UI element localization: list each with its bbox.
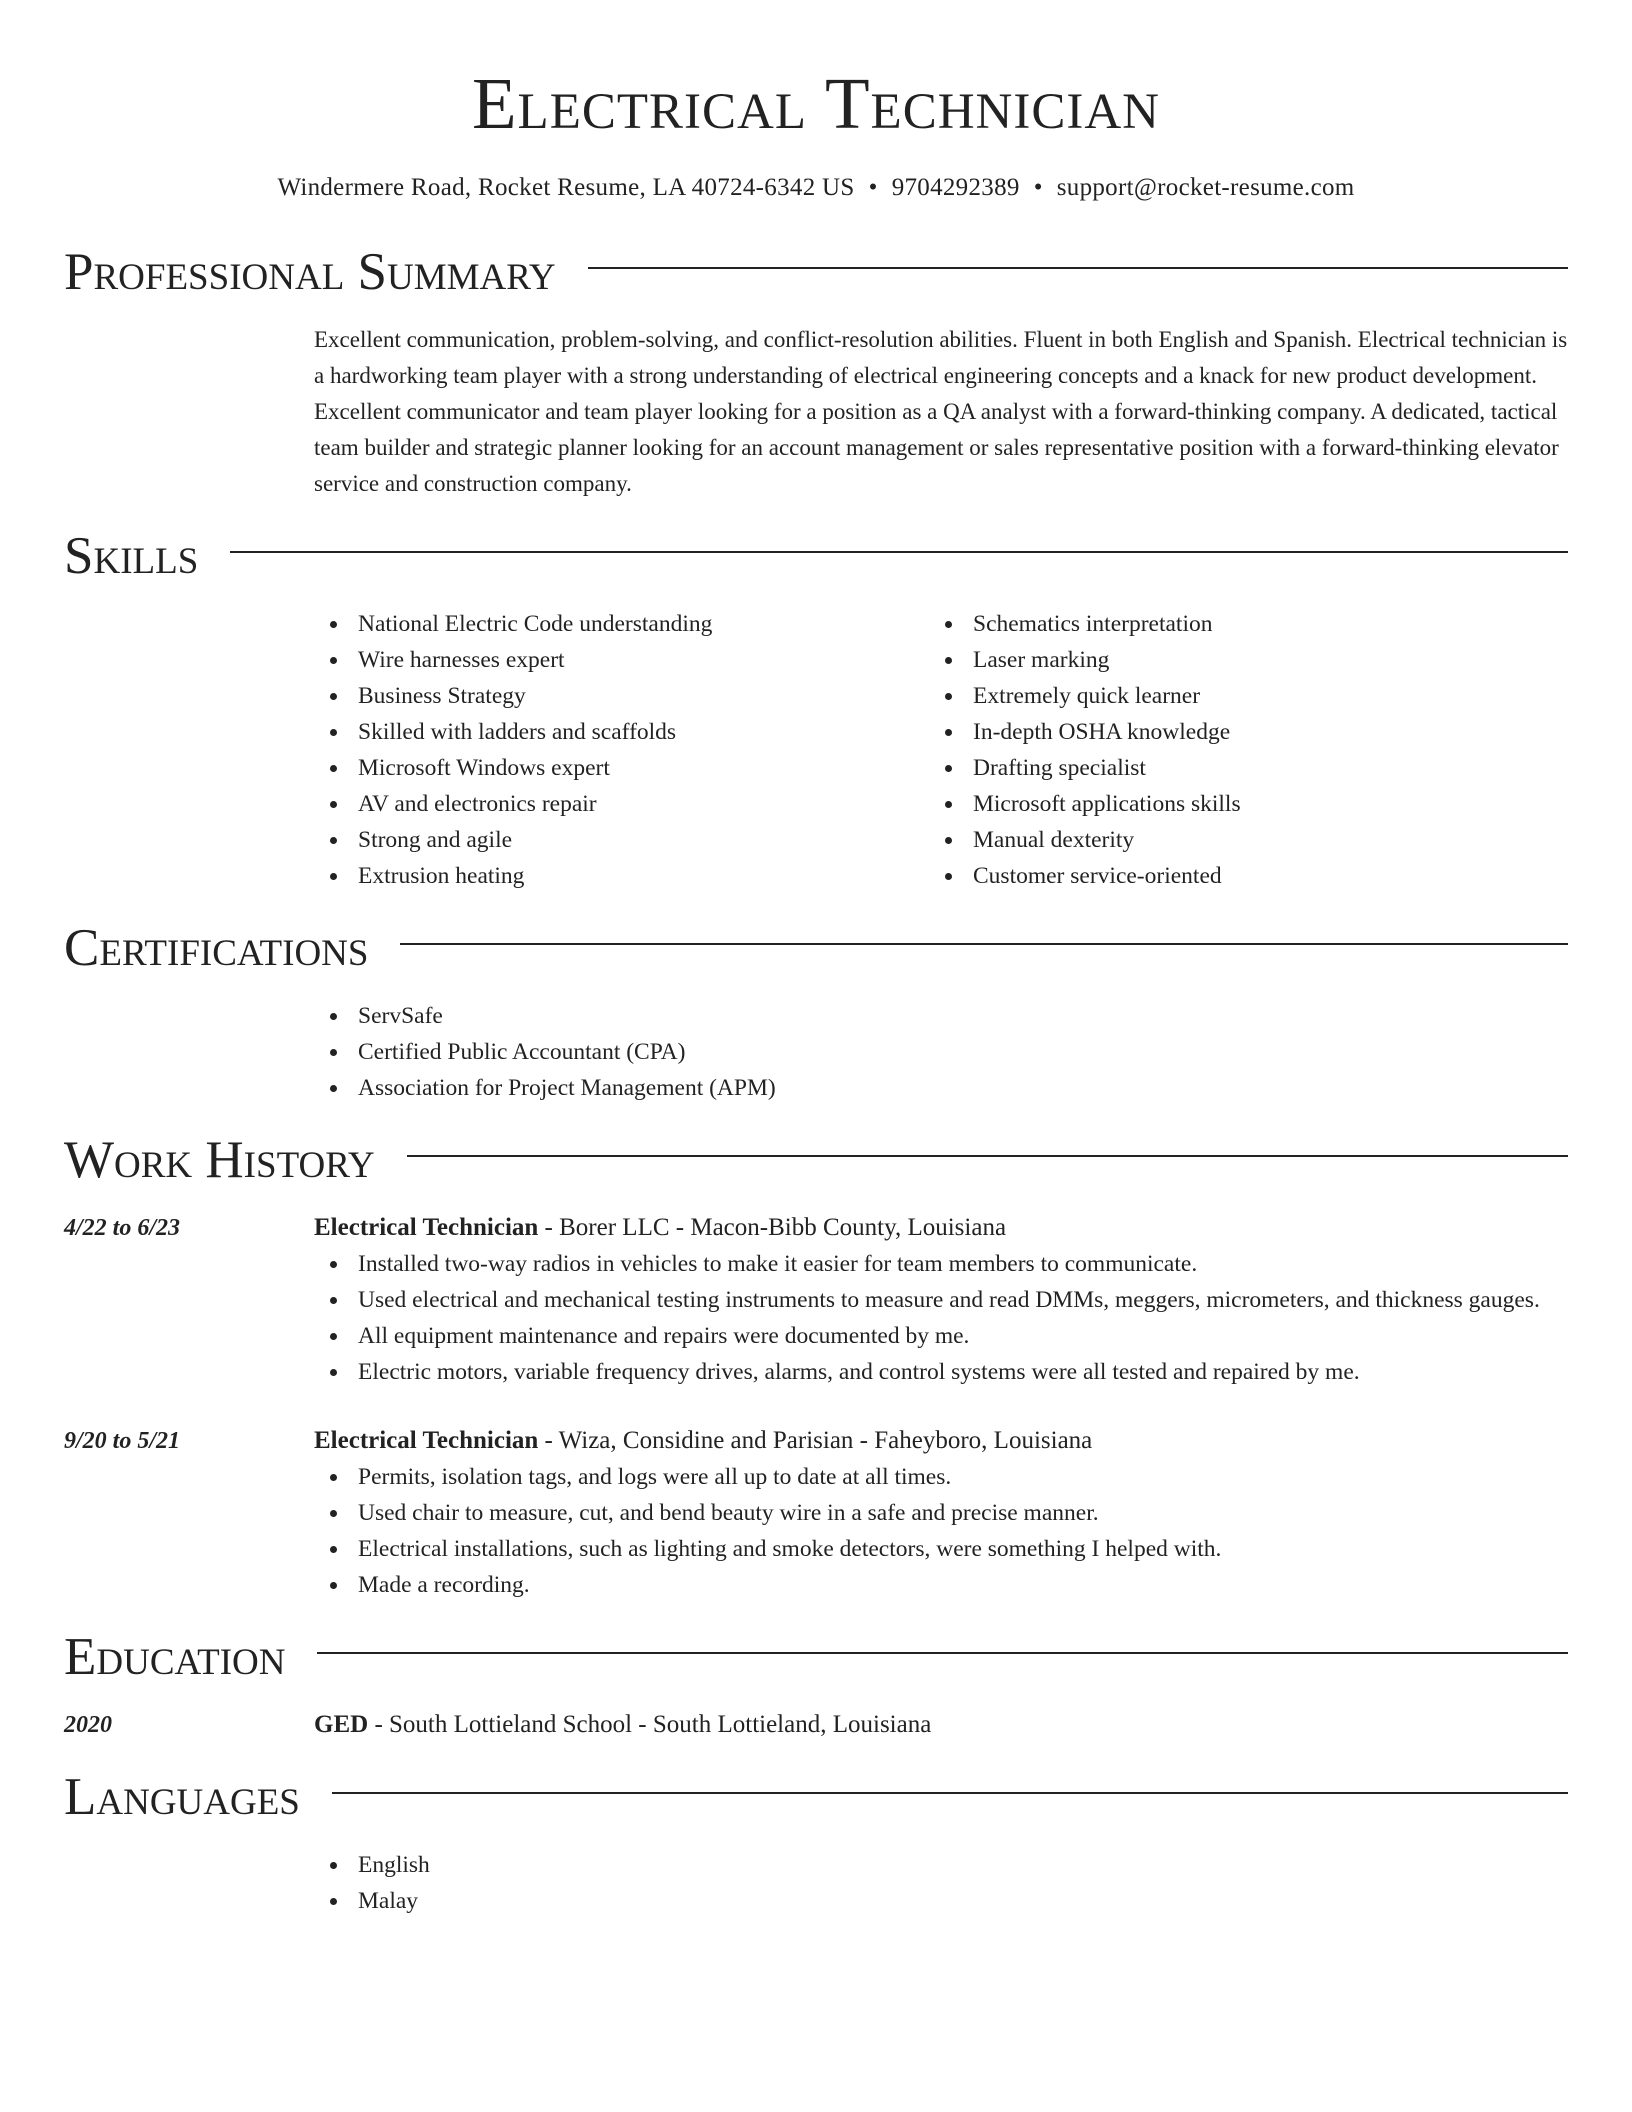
skill-item: In-depth OSHA knowledge [929, 714, 1544, 750]
education-body [314, 1707, 1568, 1743]
skill-item: Wire harnesses expert [314, 642, 929, 678]
contact-address: Windermere Road, Rocket Resume, LA 40724-6342 US [277, 174, 855, 201]
skill-item: Schematics interpretation [929, 606, 1544, 642]
resume-name: Electrical Technician [471, 63, 1161, 144]
contact-email: support@rocket-resume.com [1056, 174, 1355, 201]
section-divider [400, 943, 1568, 945]
job-bullets [314, 1246, 1568, 1390]
languages-section [64, 1765, 1568, 1919]
language-item: Malay [314, 1883, 1568, 1919]
certifications-section [64, 916, 1568, 1106]
education-header [64, 1625, 1568, 1689]
skill-item: Manual dexterity [929, 822, 1544, 858]
certifications-title: Certifications [64, 919, 369, 977]
education-section [64, 1625, 1568, 1743]
education-degree: GED [314, 1711, 369, 1738]
certifications-list [314, 998, 1568, 1106]
education-details: - South Lottieland School - South Lottieland, Louisiana [368, 1711, 932, 1738]
skills-title: Skills [64, 527, 199, 585]
skill-item: Laser marking [929, 642, 1544, 678]
certification-item: ServSafe [314, 998, 1568, 1034]
work-history-section [64, 1128, 1568, 1603]
skill-item: Business Strategy [314, 678, 929, 714]
contact-separator: • [868, 174, 878, 201]
certification-item: Association for Project Management (APM) [314, 1070, 1568, 1106]
job-entry [64, 1210, 1568, 1390]
skills-header [64, 524, 1568, 588]
skill-item: Strong and agile [314, 822, 929, 858]
section-divider [230, 551, 1568, 553]
job-dates: 4/22 to 6/23 [64, 1215, 181, 1241]
job-bullet: Electrical installations, such as lighting and smoke detectors, were something I helped with. [314, 1531, 1568, 1567]
certifications-header [64, 916, 1568, 980]
contact-phone: 9704292389 [891, 174, 1020, 201]
job-body [314, 1210, 1568, 1390]
job-bullet: Permits, isolation tags, and logs were all up to date at all times. [314, 1459, 1568, 1495]
work-history-header [64, 1128, 1568, 1192]
skill-item: AV and electronics repair [314, 786, 929, 822]
work-history-title: Work History [64, 1131, 375, 1189]
education-title: Education [64, 1628, 286, 1686]
skills-section [64, 524, 1568, 894]
summary-section [64, 240, 1568, 502]
job-bullet: Electric motors, variable frequency drives, alarms, and control systems were all tested and repaired by me. [314, 1354, 1568, 1390]
job-bullets [314, 1459, 1568, 1603]
skill-item: Drafting specialist [929, 750, 1544, 786]
job-heading [314, 1210, 1568, 1246]
skills-column-right [929, 606, 1544, 894]
job-bullet: All equipment maintenance and repairs were documented by me. [314, 1318, 1568, 1354]
skill-item: Extrusion heating [314, 858, 929, 894]
job-bullet: Made a recording. [314, 1567, 1568, 1603]
education-heading [314, 1707, 1568, 1743]
summary-text: Excellent communication, problem-solving, and conflict-resolution abilities. Fluent in both English and Spanish. Electrical technician is a hardworking team player with a strong understanding of electrical engineering concepts and a knack for new product development. Excellent communicator and team player looking for a position as a QA analyst with a forward-thinking company. A dedicated, tactical team builder and strategic planner looking for an account management or sales representative position with a forward-thinking elevator service and construction company. [314, 327, 1568, 496]
skill-item: Microsoft applications skills [929, 786, 1544, 822]
contact-line [64, 172, 1568, 204]
job-details: - Wiza, Considine and Parisian - Faheyboro, Louisiana [538, 1427, 1093, 1454]
job-role: Electrical Technician [314, 1214, 539, 1241]
job-entry [64, 1423, 1568, 1603]
education-year: 2020 [64, 1712, 112, 1738]
skill-item: National Electric Code understanding [314, 606, 929, 642]
job-body [314, 1423, 1568, 1603]
skills-grid [314, 606, 1568, 894]
section-divider [407, 1155, 1568, 1157]
section-divider [317, 1652, 1568, 1654]
skill-item: Extremely quick learner [929, 678, 1544, 714]
summary-title: Professional Summary [64, 243, 556, 301]
section-divider [332, 1792, 1568, 1794]
summary-header [64, 240, 1568, 304]
languages-header [64, 1765, 1568, 1829]
skills-column-left [314, 606, 929, 894]
job-bullet: Installed two-way radios in vehicles to make it easier for team members to communicate. [314, 1246, 1568, 1282]
section-divider [588, 267, 1568, 269]
education-entry [64, 1707, 1568, 1743]
job-bullet: Used electrical and mechanical testing instruments to measure and read DMMs, meggers, micrometers, and thickness gauges. [314, 1282, 1568, 1318]
certification-item: Certified Public Accountant (CPA) [314, 1034, 1568, 1070]
languages-list [314, 1847, 1568, 1919]
languages-title: Languages [64, 1768, 300, 1826]
skill-item: Customer service-oriented [929, 858, 1544, 894]
language-item: English [314, 1847, 1568, 1883]
skill-item: Skilled with ladders and scaffolds [314, 714, 929, 750]
contact-separator: • [1033, 174, 1043, 201]
job-bullet: Used chair to measure, cut, and bend beauty wire in a safe and precise manner. [314, 1495, 1568, 1531]
job-dates: 9/20 to 5/21 [64, 1428, 181, 1454]
resume-page [64, 0, 1568, 1919]
job-heading [314, 1423, 1568, 1459]
job-details: - Borer LLC - Macon-Bibb County, Louisiana [538, 1214, 1007, 1241]
skill-item: Microsoft Windows expert [314, 750, 929, 786]
job-role: Electrical Technician [314, 1427, 539, 1454]
